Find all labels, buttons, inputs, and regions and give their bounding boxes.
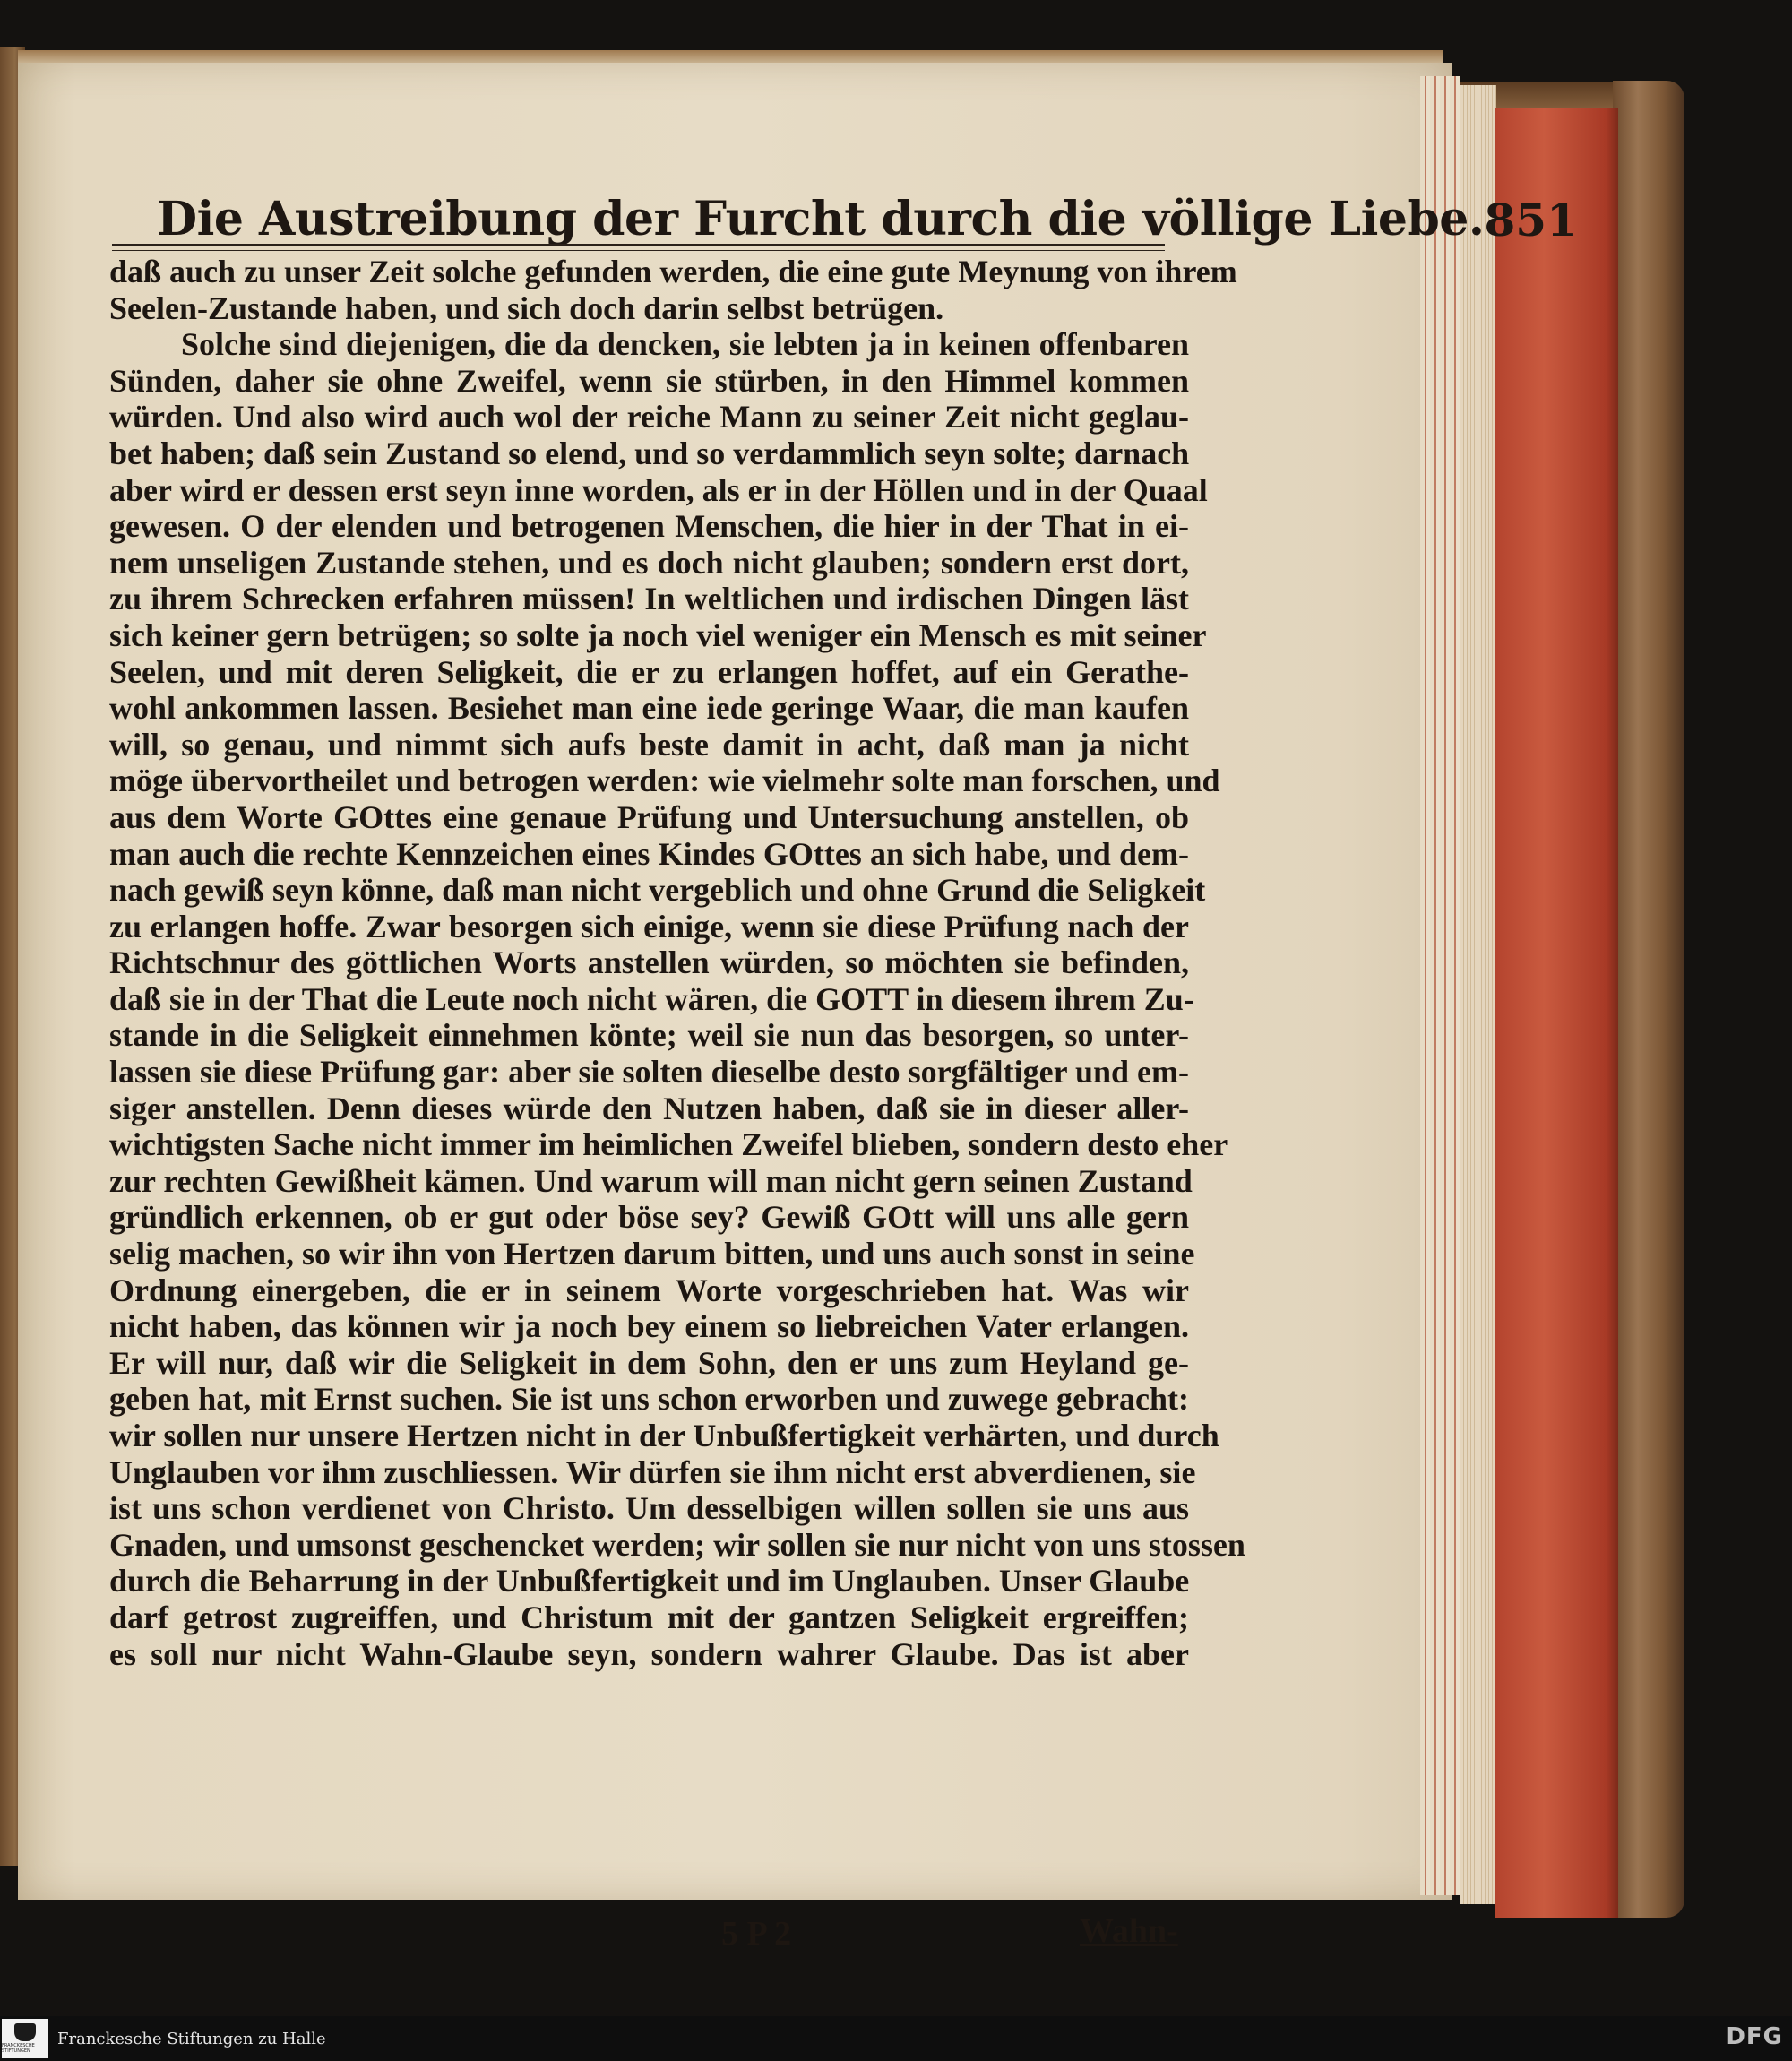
- institution-name[interactable]: Franckesche Stiftungen zu Halle: [57, 2029, 326, 2048]
- text-line: sich keiner gern betrügen; so solte ja noch viel weniger ein Mensch es mit seiner: [109, 617, 1207, 653]
- signature-mark: 5 P 2: [721, 1915, 792, 1953]
- text-line: aus dem Worte GOttes eine genaue Prüfung und Untersuchung anstellen, ob: [109, 798, 1189, 835]
- text-line: stande in die Seligkeit einnehmen könte; weil sie nun das besorgen, so unter-: [109, 1017, 1189, 1054]
- text-line: zu erlangen hoffe. Zwar besorgen sich einige, wenn sie diese Prüfung nach der: [109, 908, 1189, 944]
- text-line: daß sie in der That die Leute noch nicht wären, die GOTT in diesem ihrem Zu-: [109, 980, 1194, 1017]
- text-line: es soll nur nicht Wahn-Glaube seyn, sondern wahrer Glaube. Das ist aber: [109, 1635, 1189, 1672]
- text-line: zur rechten Gewißheit kämen. Und warum will man nicht gern seinen Zustand: [109, 1162, 1193, 1199]
- dfg-logo[interactable]: DFG: [1726, 2023, 1783, 2050]
- text-line: Unglauben vor ihm zuschliessen. Wir dürfen sie ihm nicht erst abverdienen, sie: [109, 1453, 1196, 1490]
- text-line: wohl ankommen lassen. Besiehet man eine iede geringe Waar, die man kaufen: [109, 690, 1189, 727]
- header-rule: [112, 244, 1165, 246]
- catchword: Wahn-: [1080, 1912, 1178, 1950]
- page-header: [157, 184, 1578, 246]
- page-edge-lines: [1420, 76, 1460, 1895]
- text-line: darf getrost zugreiffen, und Christum mit der gantzen Seligkeit ergreiffen;: [109, 1599, 1189, 1635]
- shield-icon: [14, 2023, 36, 2041]
- text-line: bet haben; daß sein Zustand so elend, und so verdammlich seyn solte; darnach: [109, 435, 1190, 471]
- text-line: wichtigsten Sache nicht immer im heimlichen Zweifel blieben, sondern desto eher: [109, 1126, 1228, 1163]
- text-line: ist uns schon verdienet von Christo. Um desselbigen willen sollen sie uns aus: [109, 1490, 1189, 1527]
- text-line: Ordnung einergeben, die er in seinem Worte vorgeschrieben hat. Was wir: [109, 1272, 1189, 1308]
- text-line: Seelen-Zustande haben, und sich doch darin selbst betrügen.: [109, 289, 944, 326]
- text-line: gründlich erkennen, ob er gut oder böse sey? Gewiß GOtt will uns alle gern: [109, 1199, 1189, 1236]
- right-cover: [1613, 81, 1684, 1918]
- text-line: Solche sind diejenigen, die da dencken, sie lebten ja in keinen offenbaren: [181, 326, 1189, 363]
- red-page-edge: [1495, 108, 1618, 1918]
- text-line: Richtschnur des göttlichen Worts anstellen würden, so möchten sie befinden,: [109, 944, 1189, 981]
- running-title: Die Austreibung der Furcht durch die völlige Liebe.: [157, 192, 1485, 246]
- text-line: daß auch zu unser Zeit solche gefunden werden, die eine gute Meynung von ihrem: [109, 254, 1237, 289]
- page-number: 851: [1484, 194, 1578, 246]
- text-line: Er will nur, daß wir die Seligkeit in dem Sohn, den er uns zum Heyland ge-: [109, 1344, 1189, 1381]
- viewer-bottom-bar: [0, 2016, 1792, 2061]
- text-line: selig machen, so wir ihn von Hertzen darum bitten, und uns auch sonst in seine: [109, 1236, 1195, 1272]
- text-line: Seelen, und mit deren Seligkeit, die er zu erlangen hoffet, auf ein Gerathe-: [109, 653, 1189, 690]
- text-line: will, so genau, und nimmt sich aufs beste damit in acht, daß man ja nicht: [109, 726, 1189, 763]
- text-line: wir sollen nur unsere Hertzen nicht in der Unbußfertigkeit verhärten, und durch: [109, 1418, 1219, 1453]
- body-text: [109, 254, 1245, 1672]
- page-block-edge: [1460, 85, 1496, 1904]
- text-line: siger anstellen. Denn dieses würde den Nutzen haben, daß sie in dieser aller-: [109, 1090, 1189, 1126]
- logo-text: FRANCKESCHE STIFTUNGEN: [2, 2043, 35, 2054]
- text-line: Sünden, daher sie ohne Zweifel, wenn sie stürben, in den Himmel kommen: [109, 362, 1189, 399]
- institution-logo[interactable]: [2, 2019, 48, 2058]
- text-line: würden. Und also wird auch wol der reiche Mann zu seiner Zeit nicht geglau-: [109, 399, 1189, 435]
- text-line: Gnaden, und umsonst geschencket werden; wir sollen sie nur nicht von uns stossen: [109, 1526, 1245, 1563]
- text-line: geben hat, mit Ernst suchen. Sie ist uns schon erworben und zuwege gebracht:: [109, 1381, 1189, 1418]
- text-line: zu ihrem Schrecken erfahren müssen! In weltlichen und irdischen Dingen läst: [109, 581, 1189, 617]
- text-line: nem unseligen Zustande stehen, und es doch nicht glauben; sondern erst dort,: [109, 544, 1189, 581]
- text-line: nicht haben, das können wir ja noch bey einem so liebreichen Vater erlangen.: [109, 1308, 1189, 1345]
- text-line: lassen sie diese Prüfung gar: aber sie solten dieselbe desto sorgfältiger und em-: [109, 1054, 1189, 1091]
- text-line: man auch die rechte Kennzeichen eines Kindes GOttes an sich habe, und dem-: [109, 835, 1189, 872]
- text-line: nach gewiß seyn könne, daß man nicht vergeblich und ohne Grund die Seligkeit: [109, 872, 1206, 909]
- text-line: gewesen. O der elenden und betrogenen Menschen, die hier in der That in ei-: [109, 508, 1189, 545]
- header-rule-thin: [112, 250, 1165, 251]
- text-line: möge übervortheilet und betrogen werden: wie vielmehr solte man forschen, und: [109, 763, 1220, 799]
- text-line: durch die Beharrung in der Unbußfertigkeit und im Unglauben. Unser Glaube: [109, 1563, 1190, 1600]
- text-line: aber wird er dessen erst seyn inne worden, als er in der Höllen und in der Quaal: [109, 471, 1208, 508]
